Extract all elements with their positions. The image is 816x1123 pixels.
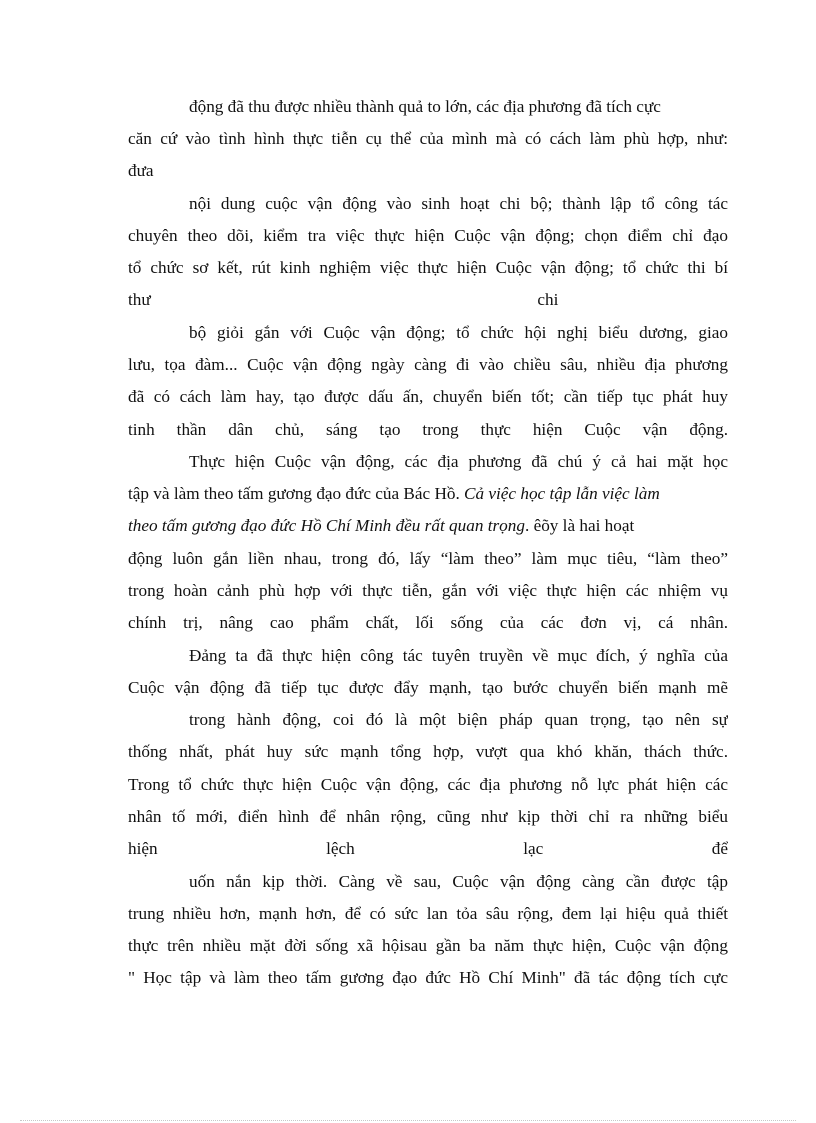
text-line: nội dung cuộc vận động vào sinh hoạt chi bộ; thành lập tổ công tác (189, 194, 728, 213)
italic-text-run: theo tấm gương đạo đức Hồ Chí Minh đều rất quan trọng (128, 516, 525, 535)
text-run: tập và làm theo tấm gương đạo đức của Bác Hồ. (128, 484, 460, 503)
text-line: thư chi (128, 290, 559, 309)
text-line: căn cứ vào tình hình thực tiễn cụ thể của mình mà có cách làm phù hợp, như: (128, 129, 728, 148)
text-line: " Học tập và làm theo tấm gương đạo đức Hồ Chí Minh" đã tác động tích cực (128, 968, 728, 987)
text-line: Thực hiện Cuộc vận động, các địa phương đã chú ý cả hai mặt học (189, 452, 728, 471)
italic-text-run: Cả việc học tập lẫn việc làm (464, 484, 660, 503)
text-line: thực trên nhiều mặt đời sống xã hộisau gần ba năm thực hiện, Cuộc vận động (128, 936, 728, 955)
text-line: tinh thần dân chủ, sáng tạo trong thực hiện Cuộc vận động. (128, 420, 728, 439)
text-line: uốn nắn kịp thời. Càng về sau, Cuộc vận động càng cần được tập (189, 872, 728, 891)
text-line: Đảng ta đã thực hiện công tác tuyên truyền về mục đích, ý nghĩa của (189, 646, 728, 665)
text-line: thống nhất, phát huy sức mạnh tổng hợp, vượt qua khó khăn, thách thức. (128, 742, 728, 761)
text-line: trong hoàn cảnh phù hợp với thực tiễn, gắn với việc thực hiện các nhiệm vụ (128, 581, 728, 600)
text-line: trong hành động, coi đó là một biện pháp quan trọng, tạo nên sự (189, 710, 728, 729)
text-line: động đã thu được nhiều thành quả to lớn, các địa phương đã tích cực (189, 97, 661, 116)
text-line: tổ chức sơ kết, rút kinh nghiệm việc thực hiện Cuộc vận động; tổ chức thi bí (128, 258, 728, 277)
text-line: đưa (128, 161, 154, 180)
text-line (128, 514, 728, 538)
text-line: Trong tổ chức thực hiện Cuộc vận động, các địa phương nỗ lực phát hiện các (128, 775, 728, 794)
text-run: . êõy là hai hoạt (524, 516, 635, 535)
text-line: chuyên theo dõi, kiểm tra việc thực hiện Cuộc vận động; chọn điểm chỉ đạo (128, 226, 728, 245)
text-line: bộ giỏi gắn với Cuộc vận động; tổ chức hội nghị biểu dương, giao (189, 323, 728, 342)
text-line (128, 482, 728, 506)
text-line: hiện lệch lạc để (128, 839, 728, 858)
text-line: trung nhiều hơn, mạnh hơn, để có sức lan tỏa sâu rộng, đem lại hiệu quả thiết (128, 904, 728, 923)
text-line: động luôn gắn liền nhau, trong đó, lấy “làm theo” làm mục tiêu, “làm theo” (128, 549, 728, 568)
text-line: chính trị, nâng cao phẩm chất, lối sống của các đơn vị, cá nhân. (128, 613, 728, 632)
page-bottom-border (20, 1120, 796, 1121)
text-line: đã có cách làm hay, tạo được dấu ấn, chuyển biến tốt; cần tiếp tục phát huy (128, 387, 728, 406)
text-line: lưu, tọa đàm... Cuộc vận động ngày càng đi vào chiều sâu, nhiều địa phương (128, 355, 728, 374)
text-line: nhân tố mới, điển hình để nhân rộng, cũng như kịp thời chỉ ra những biểu (128, 807, 728, 826)
text-line: Cuộc vận động đã tiếp tục được đẩy mạnh, tạo bước chuyển biến mạnh mẽ (128, 678, 728, 697)
